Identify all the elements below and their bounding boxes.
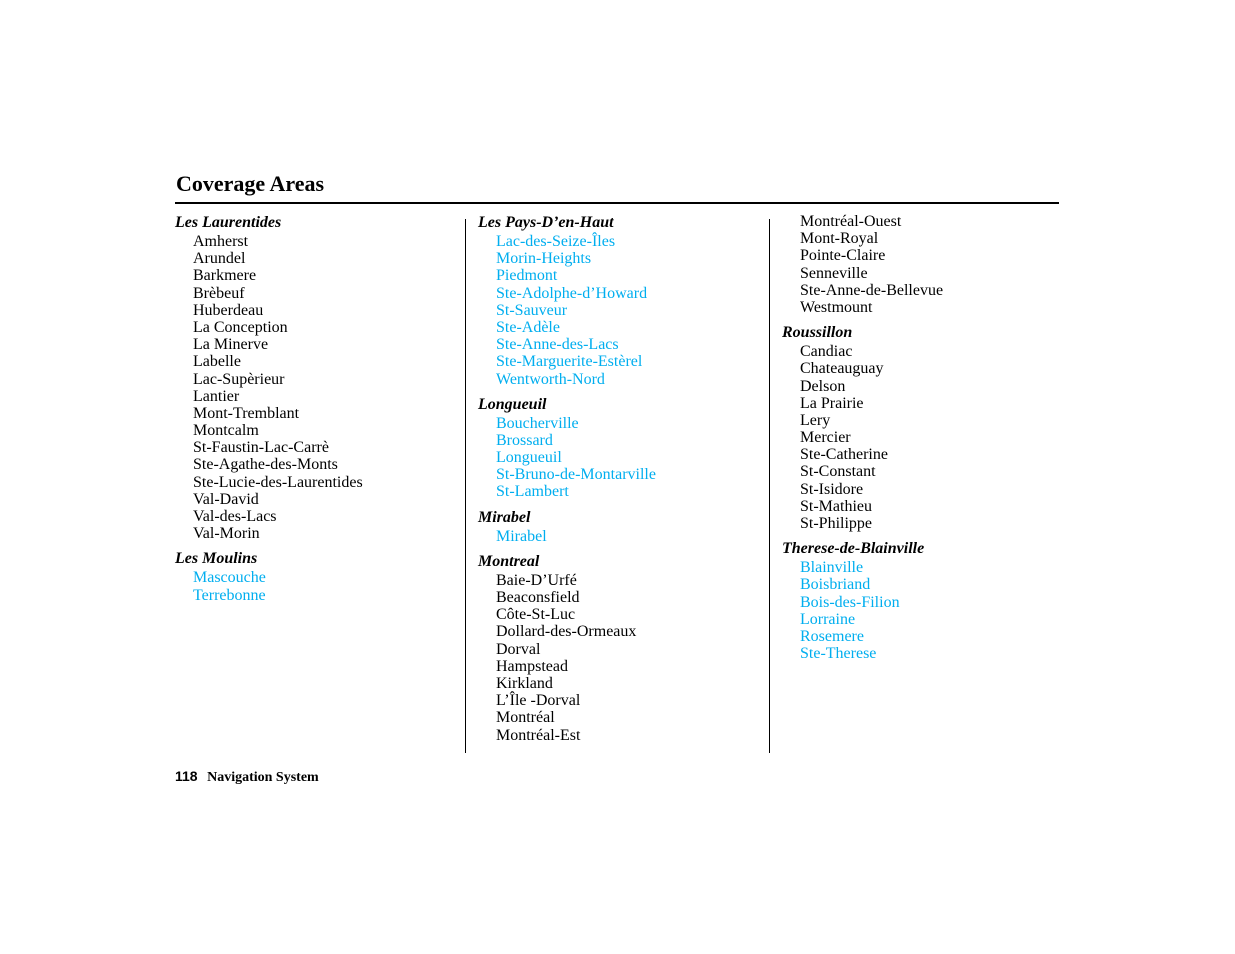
town-name: Huberdeau bbox=[193, 301, 264, 319]
town-name: Lac-Supèrieur bbox=[193, 370, 285, 388]
column-3 bbox=[782, 213, 1072, 669]
town-list bbox=[478, 415, 768, 501]
column-divider bbox=[465, 219, 466, 753]
town-link[interactable]: Boucherville bbox=[496, 414, 579, 432]
town-link[interactable]: St-Bruno-de-Montarville bbox=[496, 466, 656, 484]
town-name: Dollard-des-Ormeaux bbox=[496, 623, 637, 641]
town-link[interactable]: Ste-Adèle bbox=[496, 318, 560, 336]
town-name: Lantier bbox=[193, 387, 240, 405]
region-heading: Longueuil bbox=[478, 395, 547, 413]
town-link[interactable]: Bois-des-Filion bbox=[800, 593, 900, 611]
town-name: Delson bbox=[800, 377, 846, 395]
town-list bbox=[478, 572, 768, 744]
town-list bbox=[478, 528, 768, 545]
town-link[interactable]: Mirabel bbox=[496, 527, 547, 545]
town-name: La Minerve bbox=[193, 336, 269, 354]
town-name: Candiac bbox=[800, 343, 853, 361]
region-block bbox=[175, 549, 465, 603]
town-link[interactable]: Boisbriand bbox=[800, 576, 871, 594]
town-link[interactable]: Ste-Anne-des-Lacs bbox=[496, 336, 619, 354]
column-divider bbox=[769, 219, 770, 753]
town-name: Montréal-Est bbox=[496, 726, 581, 744]
region-block bbox=[478, 552, 768, 744]
town-name: Kirkland bbox=[496, 674, 553, 692]
town-name: Hampstead bbox=[496, 657, 568, 675]
column-1 bbox=[175, 213, 465, 611]
town-list bbox=[175, 569, 465, 603]
town-list bbox=[478, 233, 768, 388]
town-link[interactable]: Ste-Therese bbox=[800, 645, 877, 663]
town-name: La Conception bbox=[193, 318, 288, 336]
town-name: Val-David bbox=[193, 490, 259, 508]
town-link[interactable]: St-Sauveur bbox=[496, 301, 568, 319]
footer-label: Navigation System bbox=[207, 770, 319, 785]
column-2 bbox=[478, 213, 768, 751]
region-heading: Therese-de-Blainville bbox=[782, 540, 925, 558]
town-name: Mont-Tremblant bbox=[193, 404, 300, 422]
town-link[interactable]: Longueuil bbox=[496, 449, 562, 467]
page-footer bbox=[175, 767, 319, 787]
town-name: St-Isidore bbox=[800, 480, 864, 498]
region-heading: Les Moulins bbox=[175, 550, 258, 568]
town-name: Brèbeuf bbox=[193, 284, 245, 302]
town-name: Barkmere bbox=[193, 267, 257, 285]
town-name: Ste-Anne-de-Bellevue bbox=[800, 281, 944, 299]
page-title: Coverage Areas bbox=[176, 171, 325, 196]
region-block bbox=[175, 213, 465, 542]
region-block bbox=[782, 539, 1072, 662]
town-name: Dorval bbox=[496, 640, 541, 658]
town-name: Chateauguay bbox=[800, 360, 884, 378]
town-name: Val-Morin bbox=[193, 525, 260, 543]
town-name: Ste-Agathe-des-Monts bbox=[193, 456, 338, 474]
town-link[interactable]: Wentworth-Nord bbox=[496, 370, 605, 388]
region-block bbox=[782, 213, 1072, 316]
town-name: Senneville bbox=[800, 264, 868, 282]
town-name: St-Constant bbox=[800, 463, 876, 481]
town-link[interactable]: Morin-Heights bbox=[496, 250, 592, 268]
town-name: L’Île -Dorval bbox=[496, 692, 581, 710]
region-block bbox=[478, 508, 768, 545]
town-link[interactable]: Blainville bbox=[800, 559, 864, 577]
town-link[interactable]: Mascouche bbox=[193, 569, 266, 587]
town-name: Pointe-Claire bbox=[800, 247, 886, 265]
town-name: Labelle bbox=[193, 353, 241, 371]
town-link[interactable]: Ste-Marguerite-Estèrel bbox=[496, 353, 643, 371]
region-block bbox=[782, 323, 1072, 532]
town-name: St-Philippe bbox=[800, 515, 873, 532]
town-link[interactable]: Lac-des-Seize-Îles bbox=[496, 233, 616, 250]
town-name: Montréal bbox=[496, 709, 555, 727]
town-link[interactable]: Lorraine bbox=[800, 610, 856, 628]
town-list bbox=[782, 213, 1072, 316]
town-name: Arundel bbox=[193, 250, 246, 268]
town-link[interactable]: Terrebonne bbox=[193, 586, 266, 604]
region-block bbox=[478, 213, 768, 388]
town-list bbox=[782, 343, 1072, 532]
town-name: Lery bbox=[800, 411, 831, 429]
town-name: Val-des-Lacs bbox=[193, 508, 277, 525]
region-heading: Les Pays-D’en-Haut bbox=[478, 214, 614, 231]
town-list bbox=[782, 559, 1072, 662]
town-name: Ste-Lucie-des-Laurentides bbox=[193, 473, 363, 491]
town-link[interactable]: Brossard bbox=[496, 431, 553, 449]
region-block bbox=[478, 395, 768, 501]
town-name: St-Mathieu bbox=[800, 497, 872, 515]
title-rule bbox=[175, 202, 1059, 204]
town-link[interactable]: Ste-Adolphe-d’Howard bbox=[496, 284, 648, 302]
town-name: Montcalm bbox=[193, 422, 259, 440]
town-link[interactable]: Piedmont bbox=[496, 267, 558, 285]
town-name: Ste-Catherine bbox=[800, 446, 888, 464]
town-link[interactable]: St-Lambert bbox=[496, 483, 569, 501]
page-number: 118 bbox=[175, 768, 198, 784]
town-name: Montréal-Ouest bbox=[800, 213, 902, 230]
town-name: Amherst bbox=[193, 233, 249, 250]
town-link[interactable]: Rosemere bbox=[800, 627, 864, 645]
town-name: Mont-Royal bbox=[800, 230, 879, 248]
region-heading: Les Laurentides bbox=[175, 214, 282, 231]
town-name: La Prairie bbox=[800, 394, 864, 412]
town-name: Côte-St-Luc bbox=[496, 606, 576, 624]
town-name: Beaconsfield bbox=[496, 589, 580, 606]
region-heading: Montreal bbox=[478, 552, 540, 570]
town-name: Baie-D’Urfé bbox=[496, 571, 577, 589]
region-heading: Mirabel bbox=[478, 508, 531, 526]
town-name: Westmount bbox=[800, 298, 873, 316]
town-name: Mercier bbox=[800, 429, 851, 447]
town-list bbox=[175, 233, 465, 542]
region-heading: Roussillon bbox=[782, 324, 853, 342]
town-name: St-Faustin-Lac-Carrè bbox=[193, 439, 329, 457]
